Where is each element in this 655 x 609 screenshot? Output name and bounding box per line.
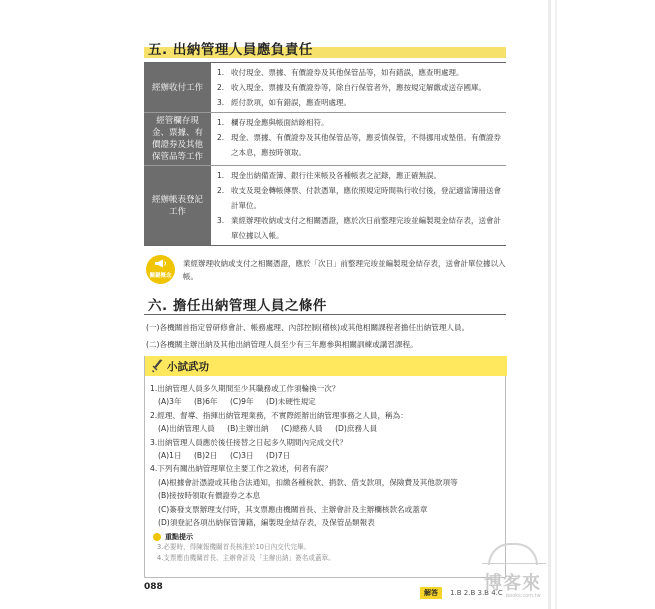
duty-item: 3. 業經辦理收納或支付之相關憑證，應於次日前整理完竣並編製現金結存表，送會計單位據以入帳。 — [217, 216, 501, 240]
section6-body — [146, 319, 508, 353]
question-option: (C)9年 — [229, 397, 254, 407]
watermark-url: books.com.tw — [506, 593, 541, 599]
duty-table — [144, 62, 506, 246]
bullet-icon — [153, 533, 161, 541]
duty-item: 3. 經付款項，如有錯誤，應查明處理。 — [217, 98, 351, 107]
tip-line: 4.支票應由機關首長、主辦會計及「主辦出納」簽名或蓋章。 — [157, 554, 335, 562]
question-stem: 3.出納管理人員應於後任接替之日起多久期間內完成交代？ — [150, 437, 348, 447]
duty-row — [144, 63, 506, 113]
practice-title: 小試武功 — [167, 361, 209, 373]
question-option: (D)庶務人員 — [335, 424, 378, 434]
question-option: (D)未硬性規定 — [266, 397, 316, 407]
duty-row-head: 經管欄存現金、票據、有價證券及其他保管品等工作 — [144, 113, 211, 165]
question — [150, 436, 502, 463]
duty-row-head: 經辦收付工作 — [144, 63, 211, 112]
watermark-logo — [478, 541, 550, 603]
question-option: (B)6年 — [193, 397, 218, 407]
section5-title: 五. 出納管理人員應負責任 — [148, 42, 313, 58]
question-option: (C)簽發支票辦理支付時，其支票應由機關首長、主辦會計及主辦欄核款名或蓋章 — [158, 504, 428, 514]
answer-value: 1.B 2.B 3.B 4.C — [450, 589, 503, 597]
page-edge-decoration — [545, 0, 655, 609]
practice-header — [145, 356, 507, 376]
duty-item: 2. 現金、票據、有價證券及其他保管品等，應妥慎保管，不得挪用或墊借。有價證券之本息，應按時領取。 — [217, 133, 501, 157]
duty-row-head: 經辦帳表登記工作 — [144, 166, 211, 245]
duty-item: 2. 收支及現金轉帳傳票、付款憑單，應依照規定時間執行收付後，登記適當簿冊送會計單位。 — [217, 186, 501, 210]
question-option: (A)3年 — [158, 397, 182, 407]
question-option: (C)3日 — [229, 451, 254, 461]
tip-heading — [153, 532, 493, 542]
duty-row — [144, 113, 506, 166]
tip-title: 重點提示 — [165, 533, 193, 541]
duty-item: 1. 收付現金、票據、有價證券及其他保管品等，如有錯誤，應查明處理。 — [217, 68, 464, 77]
answer-label: 解答 — [420, 587, 442, 599]
sword-icon — [151, 359, 163, 373]
question — [150, 462, 502, 529]
question-stem: 2.經理、督導、指揮出納管理業務，不實際經辦出納管理事務之人員，稱為： — [150, 410, 408, 420]
practice-box — [144, 356, 506, 578]
question-stem: 4.下列有關出納管理單位主要工作之敘述，何者有誤？ — [150, 464, 332, 474]
question-stem: 1.出納管理人員多久期間至少其職務或工作須輪換一次？ — [150, 384, 340, 393]
key-concept-text: 業經辦理收納或支付之相關憑證，應於「次日」前整理完竣並編製現金結存表，送會計單位據以入帳。 — [183, 259, 506, 281]
question-option: (B)主辦出納 — [227, 424, 269, 434]
page-number: 088 — [144, 582, 163, 592]
question-list — [150, 382, 502, 529]
question-option: (B)2日 — [193, 451, 218, 461]
section6-heading — [144, 291, 506, 315]
question-option: (A)出納管理人員 — [158, 424, 215, 434]
duty-item: 1. 現金出納備查簿、銀行往來帳及各種帳表之記錄，應正確無誤。 — [217, 171, 441, 180]
question — [150, 409, 502, 436]
section5-heading — [144, 36, 506, 62]
duty-item: 1. 欄存現金應與帳面結餘相符。 — [217, 118, 329, 127]
key-concept-badge — [146, 255, 175, 284]
key-concept-note — [146, 253, 508, 285]
key-point-tip — [153, 532, 493, 564]
section6-item: (二)各機關主辦出納及其他出納管理人員至少有三年應參與相關訓練或講習課程。 — [146, 340, 418, 349]
duty-row — [144, 166, 506, 245]
section6-title: 六. 擔任出納管理人員之條件 — [148, 298, 327, 314]
question-option: (D)7日 — [266, 451, 291, 461]
megaphone-icon — [154, 259, 167, 268]
question-option: (B)接按時領取有價證券之本息 — [158, 491, 261, 501]
question — [150, 382, 502, 409]
key-concept-label: 關鍵概念 — [149, 273, 172, 279]
tip-line: 3.必要時，得陳報機關首長核准於10日內交代完畢。 — [157, 543, 311, 551]
question-option: (A)根據會計憑證或其他合法通知，扣繳各種稅款、捐款、借支款項，保險費及其他款項等 — [158, 477, 458, 487]
watermark-text: 博客來 — [484, 573, 541, 594]
question-option: (C)總務人員 — [281, 424, 323, 434]
question-option: (D)須登記各項出納保管簿籍，編製現金結存表，及保管品類報表 — [158, 518, 375, 528]
duty-item: 2. 收入現金、票據及有價證券等，除自行保管者外，應按規定解繳或送存國庫。 — [217, 83, 486, 92]
section6-item: (一)各機關首指定曾研修會計、帳務處理、內部控制(稽核)或其他相關課程者擔任出納管理人員。 — [146, 323, 470, 332]
question-option: (A)1日 — [158, 451, 182, 461]
